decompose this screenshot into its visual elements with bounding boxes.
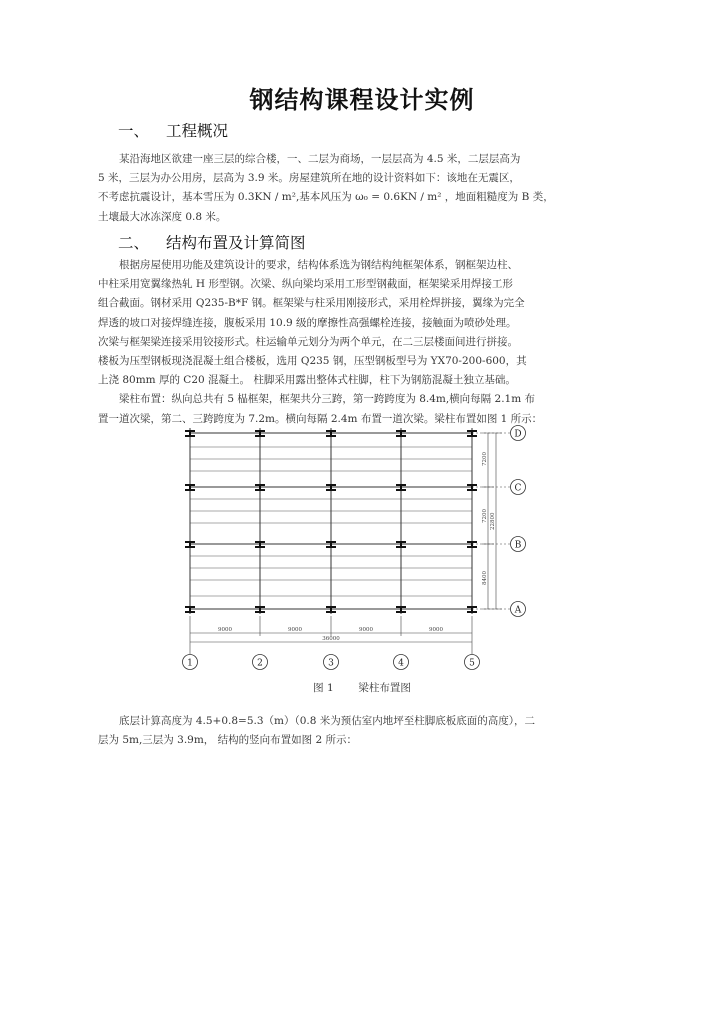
- section-2-number: 二、: [118, 234, 150, 252]
- figure-1-caption: [0, 680, 724, 695]
- row-axis-label: A: [514, 605, 522, 616]
- paragraph-line: 层为 5m,三层为 3.9m， 结构的竖向布置如图 2 所示：: [98, 734, 357, 747]
- paragraph-line: 5 米，三层为办公用房，层高为 3.9 米。房屋建筑所在地的设计资料如下：该地在无震区，: [98, 172, 520, 185]
- paragraph-line: 上浇 80mm 厚的 C20 混凝土。 柱脚采用露出整体式柱脚，柱下为钢筋混凝土独立基础。: [98, 374, 516, 387]
- paragraph-line: 某沿海地区欲建一座三层的综合楼，一、二层为商场，一层层高为 4.5 米，二层层高为: [119, 153, 521, 165]
- document-title: 钢结构课程设计实例: [249, 85, 475, 114]
- paragraph-line: 底层计算高度为 4.5+0.8=5.3（m）（0.8 米为预估室内地坪至柱脚底板底面的高度），二: [119, 715, 536, 727]
- paragraph-line: 楼板为压型钢板现浇混凝土组合楼板，选用 Q235 钢，压型钢板型号为 YX70-200-600，其: [98, 355, 527, 368]
- paragraph-line: 中柱采用宽翼缘热轧 H 形型钢。次梁、纵向梁均采用工形型钢截面，框架梁采用焊接工形: [98, 278, 513, 291]
- paragraph-line: 次梁与框架梁连接采用铰接形式。柱运输单元划分为两个单元，在二三层楼面间进行拼接。: [98, 335, 518, 348]
- span-dim-label: 9000: [288, 627, 302, 633]
- total-length-dim-label: 36000: [322, 636, 340, 642]
- section-2-heading: [118, 231, 306, 253]
- section-2-title: 结构布置及计算简图: [166, 234, 306, 252]
- bay-dim-label: 8400: [482, 571, 488, 585]
- bay-dim-label: 7200: [482, 509, 488, 523]
- beam-column-layout-figure: [170, 420, 550, 675]
- paragraph-line: 根据房屋使用功能及建筑设计的要求，结构体系选为钢结构纯框架体系，钢框架边柱、: [119, 259, 518, 271]
- column-axis-label: 4: [398, 658, 404, 669]
- column-axis-label: 2: [257, 658, 263, 669]
- paragraph-line: 土壤最大冰冻深度 0.8 米。: [98, 210, 227, 223]
- paragraph-line: 不考虑抗震设计，基本雪压为 0.3KN / m²,基本风压为 ω₀ = 0.6KN / m² ，地面粗糙度为 B 类，: [98, 191, 554, 204]
- row-axis-label: C: [514, 483, 522, 494]
- section-1-paragraph: [98, 150, 648, 227]
- span-dim-label: 9000: [359, 627, 373, 633]
- paragraph-line: 组合截面。钢材采用 Q235-B*F 钢。框架梁与柱采用刚接形式，采用栓焊拼接，翼缘为完全: [98, 297, 525, 310]
- section-1-heading: [118, 119, 228, 141]
- span-dim-label: 9000: [218, 627, 232, 633]
- column-axis-label: 1: [187, 658, 193, 669]
- column-axis-label: 3: [328, 658, 334, 669]
- paragraph-line: 梁柱布置：纵向总共有 5 榀框架，框架共分三跨，第一跨跨度为 8.4m,横向每隔 2.1m 布: [119, 393, 536, 406]
- row-axis-label: B: [514, 540, 522, 551]
- paragraph-line: 焊透的坡口对接焊缝连接，腹板采用 10.9 级的摩擦性高强螺栓连接，接触面为喷砂处理。: [98, 316, 517, 329]
- total-width-dim-label: 22800: [490, 512, 496, 530]
- span-dim-label: 9000: [429, 627, 443, 633]
- bay-dim-label: 7200: [482, 452, 488, 466]
- section-1-number: 一、: [118, 122, 150, 140]
- figure-title: 梁柱布置图: [358, 682, 411, 694]
- paragraph-line: 置一道次梁，第二、三跨跨度为 7.2m。横向每隔 2.4m 布置一道次梁。梁柱布置如图 1 所示：: [98, 412, 543, 425]
- row-axis-label: D: [514, 429, 522, 440]
- section-3-paragraph: [98, 712, 648, 750]
- figure-number: 图 1: [313, 682, 334, 694]
- column-axis-label: 5: [469, 658, 475, 669]
- section-2-paragraph: [98, 256, 648, 429]
- section-1-title: 工程概况: [166, 122, 229, 140]
